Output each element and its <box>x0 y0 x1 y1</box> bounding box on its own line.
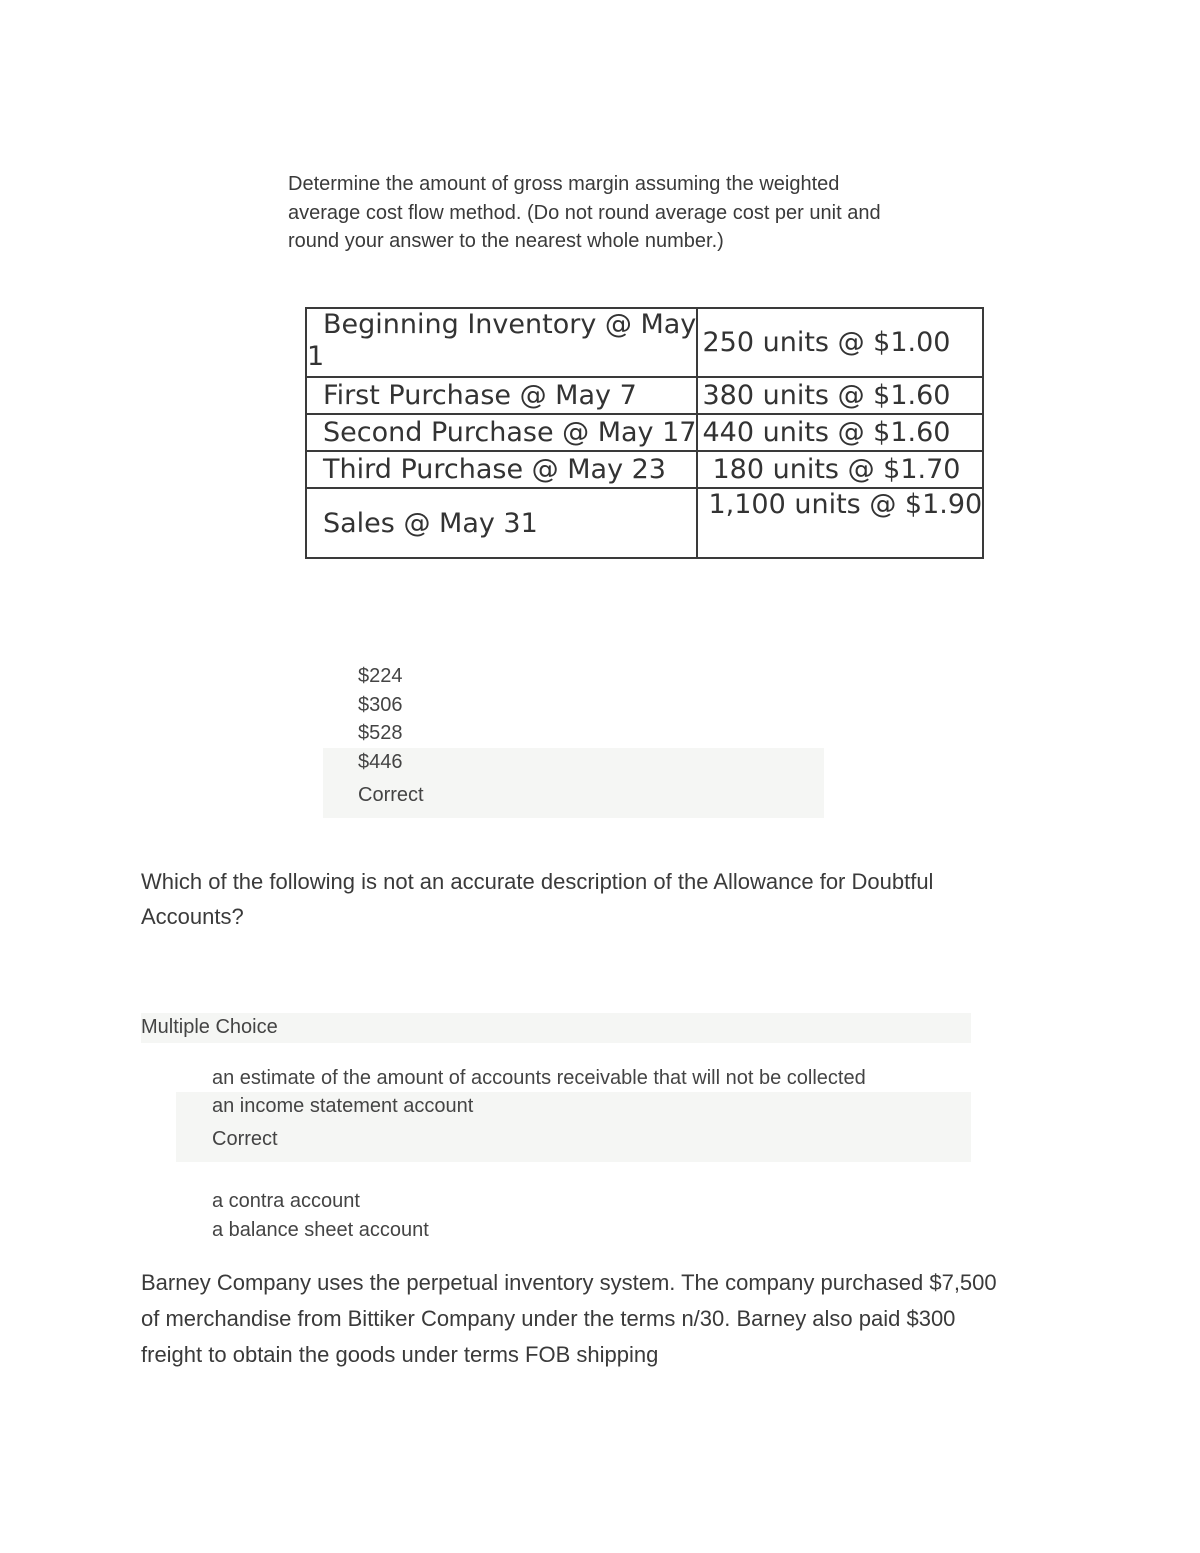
row-label-line2: 1 <box>307 341 325 372</box>
answer-option[interactable]: $528 <box>358 722 403 745</box>
table-cell-label: Sales @ May 31 <box>306 488 697 558</box>
table-row <box>306 488 983 558</box>
answer-option[interactable]: a balance sheet account <box>212 1219 429 1241</box>
table-cell-label <box>306 308 697 377</box>
table-cell-label: Third Purchase @ May 23 <box>306 451 697 488</box>
answer-option-selected[interactable]: $446 <box>358 751 403 773</box>
table-row <box>306 451 983 488</box>
answer-option[interactable]: an estimate of the amount of accounts receivable that will not be collected <box>212 1067 866 1089</box>
answer-feedback: Correct <box>358 784 424 806</box>
answer-option[interactable]: $224 <box>358 665 403 687</box>
question-3-text: Barney Company uses the perpetual inventory system. The company purchased $7,500 of merchandise from Bittiker Company under the terms n/30. Barney also paid $300 freight to obtain the goods under terms FOB shipping <box>141 1270 997 1367</box>
answer-option[interactable]: $306 <box>358 693 403 716</box>
table-cell-value: 440 units @ $1.60 <box>697 414 983 451</box>
table-cell-label: First Purchase @ May 7 <box>306 377 697 414</box>
table-row <box>306 414 983 451</box>
answer-option[interactable]: a contra account <box>212 1190 360 1212</box>
table-row <box>306 377 983 414</box>
table-cell-label: Second Purchase @ May 17 <box>306 414 697 451</box>
inventory-table <box>305 307 984 559</box>
table-cell-value: 180 units @ $1.70 <box>697 451 983 488</box>
table-cell-value: 380 units @ $1.60 <box>697 377 983 414</box>
row-label-line1: Beginning Inventory @ May <box>323 309 697 340</box>
table-cell-value: 250 units @ $1.00 <box>697 308 983 377</box>
question-type-label: Multiple Choice <box>141 1016 278 1038</box>
question-1-options <box>358 662 403 748</box>
answer-option-selected[interactable]: an income statement account <box>212 1095 474 1117</box>
table-row <box>306 308 983 377</box>
question-1-text: Determine the amount of gross margin assuming the weighted average cost flow method. (Do not round average cost per unit and round your answer to the nearest whole number.) <box>288 173 881 252</box>
question-2-text: Which of the following is not an accurate description of the Allowance for Doubtful Accounts? <box>141 869 934 929</box>
table-cell-value: 1,100 units @ $1.90 <box>697 488 983 558</box>
answer-feedback: Correct <box>212 1128 278 1150</box>
